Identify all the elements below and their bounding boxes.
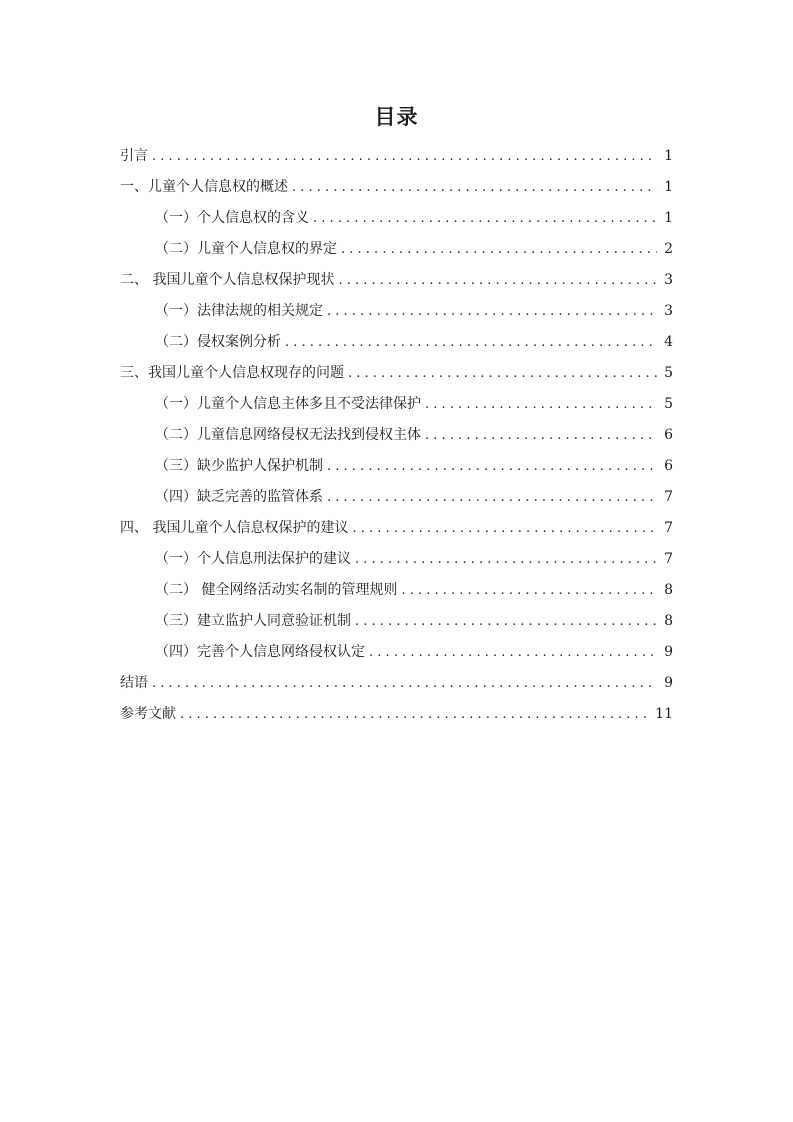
toc-entry[interactable] [120,699,673,730]
toc-entry-text: （二）侵权案例分析 [155,334,281,350]
toc-page-number: 11 [655,706,673,722]
toc-leader-dots [292,172,657,203]
toc-leader-dots [338,265,657,296]
toc-page-number: 1 [664,179,673,195]
toc-page-number: 5 [664,396,673,412]
toc-entry[interactable] [120,482,673,513]
toc-leader-dots [401,575,657,606]
toc-page-number: 8 [664,582,673,598]
toc-page-number: 6 [664,458,673,474]
toc-entry-text: （四）完善个人信息网络侵权认定 [155,644,365,660]
toc-entry[interactable] [120,389,673,420]
toc-page-number: 7 [664,489,673,505]
toc-entry-text: 一、儿童个人信息权的概述 [120,179,288,195]
toc-entry-text: 二、 我国儿童个人信息权保护现状 [120,272,335,288]
toc-entry-text: （一）个人信息刑法保护的建议 [155,551,351,567]
toc-leader-dots [327,296,657,327]
toc-leader-dots [341,234,657,265]
toc-entry[interactable] [120,265,673,296]
toc-leader-dots [355,544,657,575]
toc-page-number: 3 [664,272,673,288]
toc-entry-text: （一）儿童个人信息主体多且不受法律保护 [155,396,421,412]
toc-entry-text: （三）缺少监护人保护机制 [155,458,323,474]
toc-entry-text: （二） 健全网络活动实名制的管理规则 [155,582,398,598]
toc-leader-dots [348,358,657,389]
toc-entry-text: （一）个人信息权的含义 [155,210,309,226]
toc-page-number: 9 [664,644,673,660]
toc-page-number: 6 [664,427,673,443]
toc-entry-text: （二）儿童个人信息权的界定 [155,241,337,257]
toc-entry[interactable] [120,668,673,699]
toc-page-number: 7 [664,520,673,536]
toc-page-number: 7 [664,551,673,567]
toc-entry[interactable] [120,420,673,451]
table-of-contents [120,141,673,730]
toc-entry-text: （一）法律法规的相关规定 [155,303,323,319]
toc-title: 目录 [374,105,419,129]
toc-page-number: 8 [664,613,673,629]
toc-entry[interactable] [120,451,673,482]
toc-entry[interactable] [120,358,673,389]
toc-leader-dots [369,637,657,668]
toc-leader-dots [180,699,651,730]
toc-entry[interactable] [120,513,673,544]
toc-entry[interactable] [120,234,673,265]
toc-page-number: 3 [664,303,673,319]
toc-leader-dots [152,141,657,172]
toc-leader-dots [425,420,657,451]
toc-page-number: 5 [664,365,673,381]
toc-entry[interactable] [120,606,673,637]
toc-entry-text: （三）建立监护人同意验证机制 [155,613,351,629]
toc-entry-text: 引言 [120,148,148,164]
toc-leader-dots [152,668,657,699]
toc-page-number: 9 [664,675,673,691]
toc-leader-dots [327,451,657,482]
toc-entry-text: （四）缺乏完善的监管体系 [155,489,323,505]
toc-leader-dots [327,482,657,513]
toc-entry[interactable] [120,141,673,172]
toc-page-number: 4 [664,334,673,350]
toc-entry[interactable] [120,172,673,203]
toc-entry[interactable] [120,544,673,575]
toc-leader-dots [285,327,657,358]
toc-entry-text: 结语 [120,675,148,691]
toc-page-number: 1 [664,210,673,226]
toc-leader-dots [355,606,657,637]
toc-leader-dots [425,389,657,420]
toc-leader-dots [352,513,657,544]
toc-entry[interactable] [120,327,673,358]
toc-entry-text: 三、我国儿童个人信息权现存的问题 [120,365,344,381]
toc-page-number: 1 [664,148,673,164]
toc-leader-dots [313,203,657,234]
toc-entry-text: （二）儿童信息网络侵权无法找到侵权主体 [155,427,421,443]
toc-entry-text: 参考文献 [120,706,176,722]
toc-entry[interactable] [120,637,673,668]
toc-entry[interactable] [120,575,673,606]
toc-entry-text: 四、 我国儿童个人信息权保护的建议 [120,520,349,536]
toc-page-number: 2 [664,241,673,257]
toc-entry[interactable] [120,203,673,234]
toc-entry[interactable] [120,296,673,327]
